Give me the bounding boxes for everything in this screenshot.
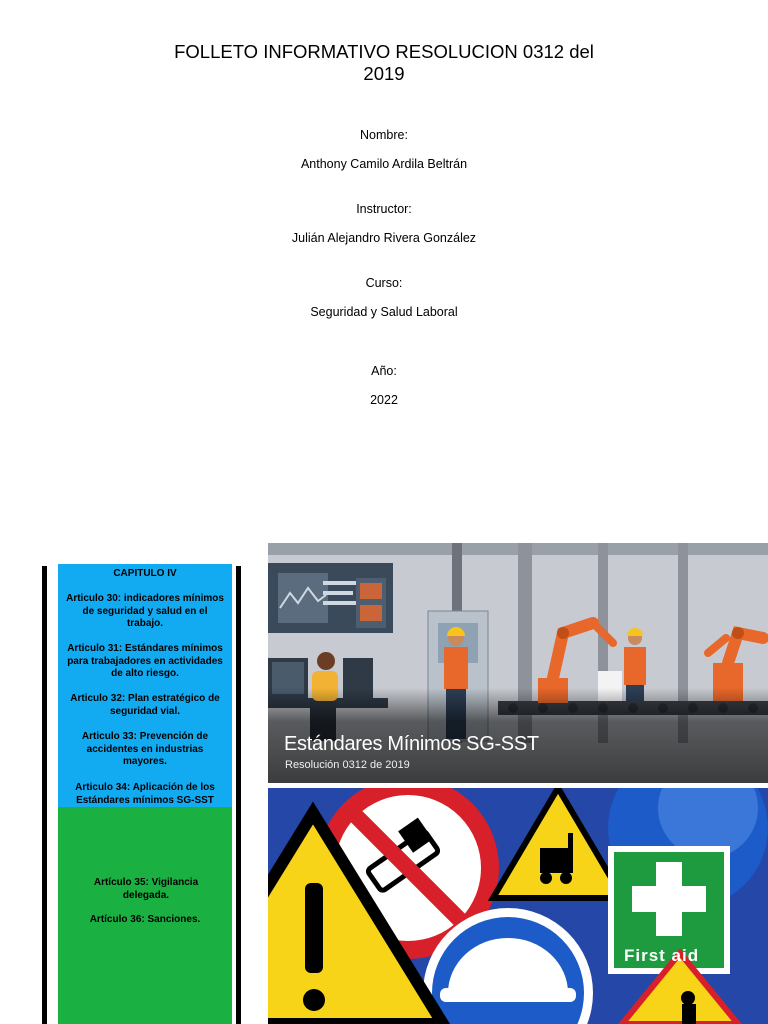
- document-title: FOLLETO INFORMATIVO RESOLUCION 0312 del 2019: [174, 41, 594, 84]
- chapter-panel-green: [58, 807, 232, 1024]
- banner-subtitle: Resolución 0312 de 2019: [285, 759, 410, 771]
- course-label: Curso:: [365, 276, 403, 290]
- chapter-heading: CAPITULO IV: [113, 568, 177, 579]
- article-34: Articulo 34: Aplicación de los Estándares mínimos SG-SST: [75, 782, 215, 806]
- safety-signs-collage: [268, 788, 768, 1024]
- article-31: Articulo 31: Estándares mínimos para trabajadores en actividades de alto riesgo.: [67, 643, 223, 679]
- right-border-bar: [236, 566, 241, 1024]
- article-30: Articulo 30: indicadores mínimos de seguridad y salud en el trabajo.: [66, 593, 224, 629]
- article-36: Artículo 36: Sanciones.: [89, 914, 201, 925]
- first-aid-label: First aid: [624, 946, 700, 965]
- left-border-bar: [42, 566, 47, 1024]
- article-35: Artículo 35: Vigilancia delegada.: [93, 877, 199, 901]
- chapter-panel-blue: [58, 564, 232, 807]
- safety-signs-illustration: [268, 788, 768, 1024]
- instructor-value: Julián Alejandro Rivera González: [291, 231, 477, 245]
- year-label: Año:: [371, 364, 397, 378]
- year-value: 2022: [370, 393, 398, 407]
- sg-sst-banner: [268, 543, 768, 783]
- name-value: Anthony Camilo Ardila Beltrán: [300, 157, 468, 171]
- banner-title: Estándares Mínimos SG-SST: [284, 733, 539, 755]
- course-value: Seguridad y Salud Laboral: [310, 305, 458, 319]
- instructor-label: Instructor:: [356, 202, 412, 216]
- article-33: Articulo 33: Prevención de accidentes en industrias mayores.: [81, 731, 209, 767]
- name-label: Nombre:: [360, 128, 408, 142]
- article-32: Articulo 32: Plan estratégico de seguridad vial.: [70, 693, 220, 717]
